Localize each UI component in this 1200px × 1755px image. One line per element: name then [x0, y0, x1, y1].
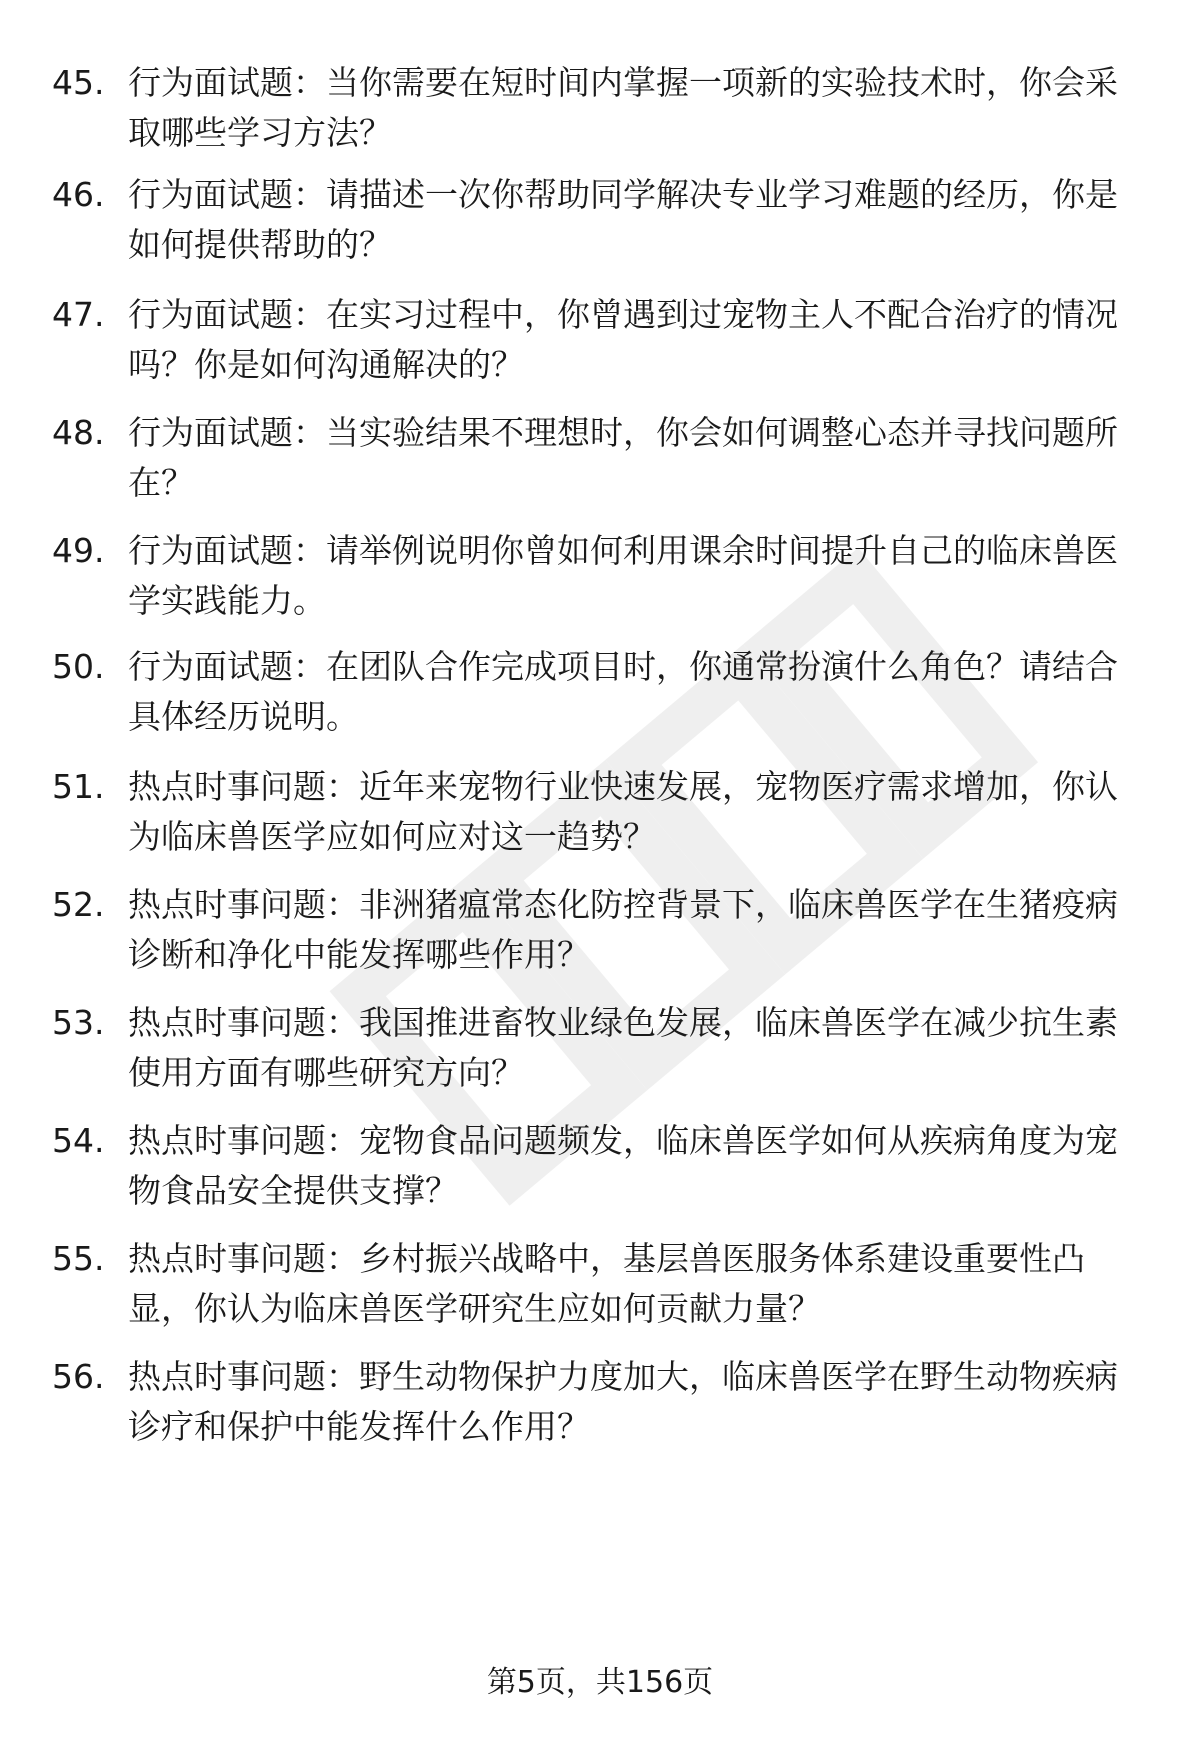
question-number: 45.: [52, 63, 105, 102]
question-text: 行为面试题：请举例说明你曾如何利用课余时间提升自己的临床兽医学实践能力。: [128, 531, 1118, 620]
question-number: 47.: [52, 295, 105, 334]
question-number: 51.: [52, 767, 105, 806]
question-item: [0, 58, 1200, 168]
question-item: [0, 408, 1200, 518]
question-number: 46.: [52, 175, 105, 214]
question-text: 热点时事问题：乡村振兴战略中，基层兽医服务体系建设重要性凸显，你认为临床兽医学研究生应如何贡献力量？: [128, 1239, 1085, 1328]
question-number: 49.: [52, 531, 105, 570]
question-item: [0, 1116, 1200, 1226]
question-number: 48.: [52, 413, 105, 452]
question-number: 52.: [52, 885, 105, 924]
question-number: 55.: [52, 1239, 105, 1278]
question-text: 行为面试题：当实验结果不理想时，你会如何调整心态并寻找问题所在？: [128, 413, 1118, 502]
question-number: 56.: [52, 1357, 105, 1396]
question-item: [0, 998, 1200, 1108]
question-item: [0, 526, 1200, 636]
question-text: 行为面试题：在团队合作完成项目时，你通常扮演什么角色？请结合具体经历说明。: [128, 647, 1118, 736]
question-item: [0, 762, 1200, 872]
question-item: [0, 1352, 1200, 1462]
question-text: 行为面试题：当你需要在短时间内掌握一项新的实验技术时，你会采取哪些学习方法？: [128, 63, 1118, 152]
question-text: 热点时事问题：宠物食品问题频发，临床兽医学如何从疾病角度为宠物食品安全提供支撑？: [128, 1121, 1118, 1210]
question-text: 行为面试题：请描述一次你帮助同学解决专业学习难题的经历，你是如何提供帮助的？: [128, 175, 1118, 264]
question-number: 54.: [52, 1121, 105, 1160]
question-number: 53.: [52, 1003, 105, 1042]
question-text: 行为面试题：在实习过程中，你曾遇到过宠物主人不配合治疗的情况吗？你是如何沟通解决的？: [128, 295, 1118, 384]
question-text: 热点时事问题：野生动物保护力度加大，临床兽医学在野生动物疾病诊疗和保护中能发挥什么作用？: [128, 1357, 1118, 1446]
question-text: 热点时事问题：非洲猪瘟常态化防控背景下，临床兽医学在生猪疫病诊断和净化中能发挥哪些作用？: [128, 885, 1118, 974]
question-item: [0, 170, 1200, 280]
question-text: 热点时事问题：我国推进畜牧业绿色发展，临床兽医学在减少抗生素使用方面有哪些研究方向？: [128, 1003, 1118, 1092]
question-item: [0, 290, 1200, 400]
question-item: [0, 642, 1200, 752]
question-item: [0, 1234, 1200, 1344]
question-number: 50.: [52, 647, 105, 686]
question-text: 热点时事问题：近年来宠物行业快速发展，宠物医疗需求增加，你认为临床兽医学应如何应对这一趋势？: [128, 767, 1118, 856]
question-item: [0, 880, 1200, 990]
page-footer: 第5页，共156页: [486, 1665, 714, 1700]
